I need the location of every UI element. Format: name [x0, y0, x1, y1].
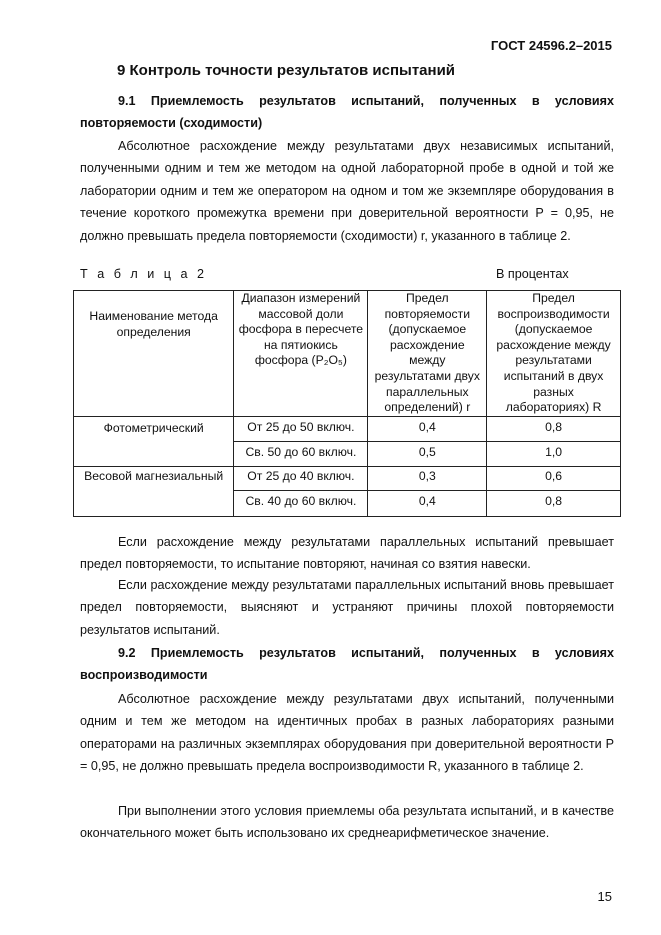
document-code: ГОСТ 24596.2–2015 — [490, 38, 612, 53]
cell-method: Весовой магнезиальный — [74, 466, 234, 516]
cell-range: От 25 до 50 включ. — [234, 416, 368, 441]
cell-r: 0,3 — [368, 466, 487, 490]
subsection-9-2-conclusion: При выполнении этого условия приемлемы оба результата испытаний, и в качестве окончательного может быть использовано их среднеарифметическое значение. — [80, 804, 614, 841]
cell-range: Св. 40 до 60 включ. — [234, 490, 368, 516]
subsection-9-1-heading: 9.1 Приемлемость результатов испытаний, полученных в условиях повторяемости (сходимости) — [80, 94, 614, 131]
cell-range: От 25 до 40 включ. — [234, 466, 368, 490]
cell-r: 0,4 — [368, 490, 487, 516]
table-unit: В процентах — [496, 267, 569, 281]
precision-table — [73, 290, 621, 517]
cell-R: 0,8 — [487, 416, 621, 441]
cell-range: Св. 50 до 60 включ. — [234, 441, 368, 466]
header-reproducibility: Предел воспроизводимости (допускаемое расхождение между результатами испытаний в двух разных лабораториях) R — [487, 291, 621, 417]
cell-R: 0,8 — [487, 490, 621, 516]
cell-method: Фотометрический — [74, 416, 234, 466]
cell-r: 0,5 — [368, 441, 487, 466]
cell-R: 1,0 — [487, 441, 621, 466]
cell-r: 0,4 — [368, 416, 487, 441]
table-row — [74, 466, 621, 490]
paragraph-repeat-causes: Если расхождение между результатами параллельных испытаний вновь превышает предел повторяемости, выясняют и устраняют причины плохой повторяемости результатов испытаний. — [80, 578, 614, 637]
paragraph-repeat-retest: Если расхождение между результатами параллельных испытаний превышает предел повторяемости, то испытание повторяют, начиная со взятия навески. — [80, 535, 614, 572]
subsection-9-2-text: Абсолютное расхождение между результатами двух испытаний, полученными одним и тем же методом на идентичных пробах в разных лабораториях разными операторами на различных экземплярах оборудования при доверительной вероятности P = 0,95, не должно превышать предела воспроизводимости R, указанного в таблице 2. — [80, 692, 614, 774]
subsection-9-1-text: Абсолютное расхождение между результатами двух независимых испытаний, полученными одним и тем же методом на одной лабораторной пробе в одной и той же лаборатории одним и тем же оператором на одном и том же экземпляре оборудования в течение короткого промежутка времени при доверительной вероятности P = 0,95, не должно превышать предела повторяемости (сходимости) r, указанного в таблице 2. — [80, 139, 614, 243]
section-title: 9 Контроль точности результатов испытаний — [117, 62, 456, 79]
table-row — [74, 416, 621, 441]
page-number: 15 — [597, 889, 612, 904]
header-repeatability: Предел повторяемости (допускаемое расхождение между результатами двух параллельных определений) r — [368, 291, 487, 417]
header-range: Диапазон измерений массовой доли фосфора в пересчете на пятиокись фосфора (P₂O₅) — [234, 291, 368, 417]
table-header-row — [74, 291, 621, 417]
table-caption: Т а б л и ц а 2 — [80, 267, 208, 281]
cell-R: 0,6 — [487, 466, 621, 490]
subsection-9-2-heading: 9.2 Приемлемость результатов испытаний, полученных в условиях воспроизводимости — [80, 646, 614, 683]
header-method: Наименование метода определения — [74, 291, 234, 417]
